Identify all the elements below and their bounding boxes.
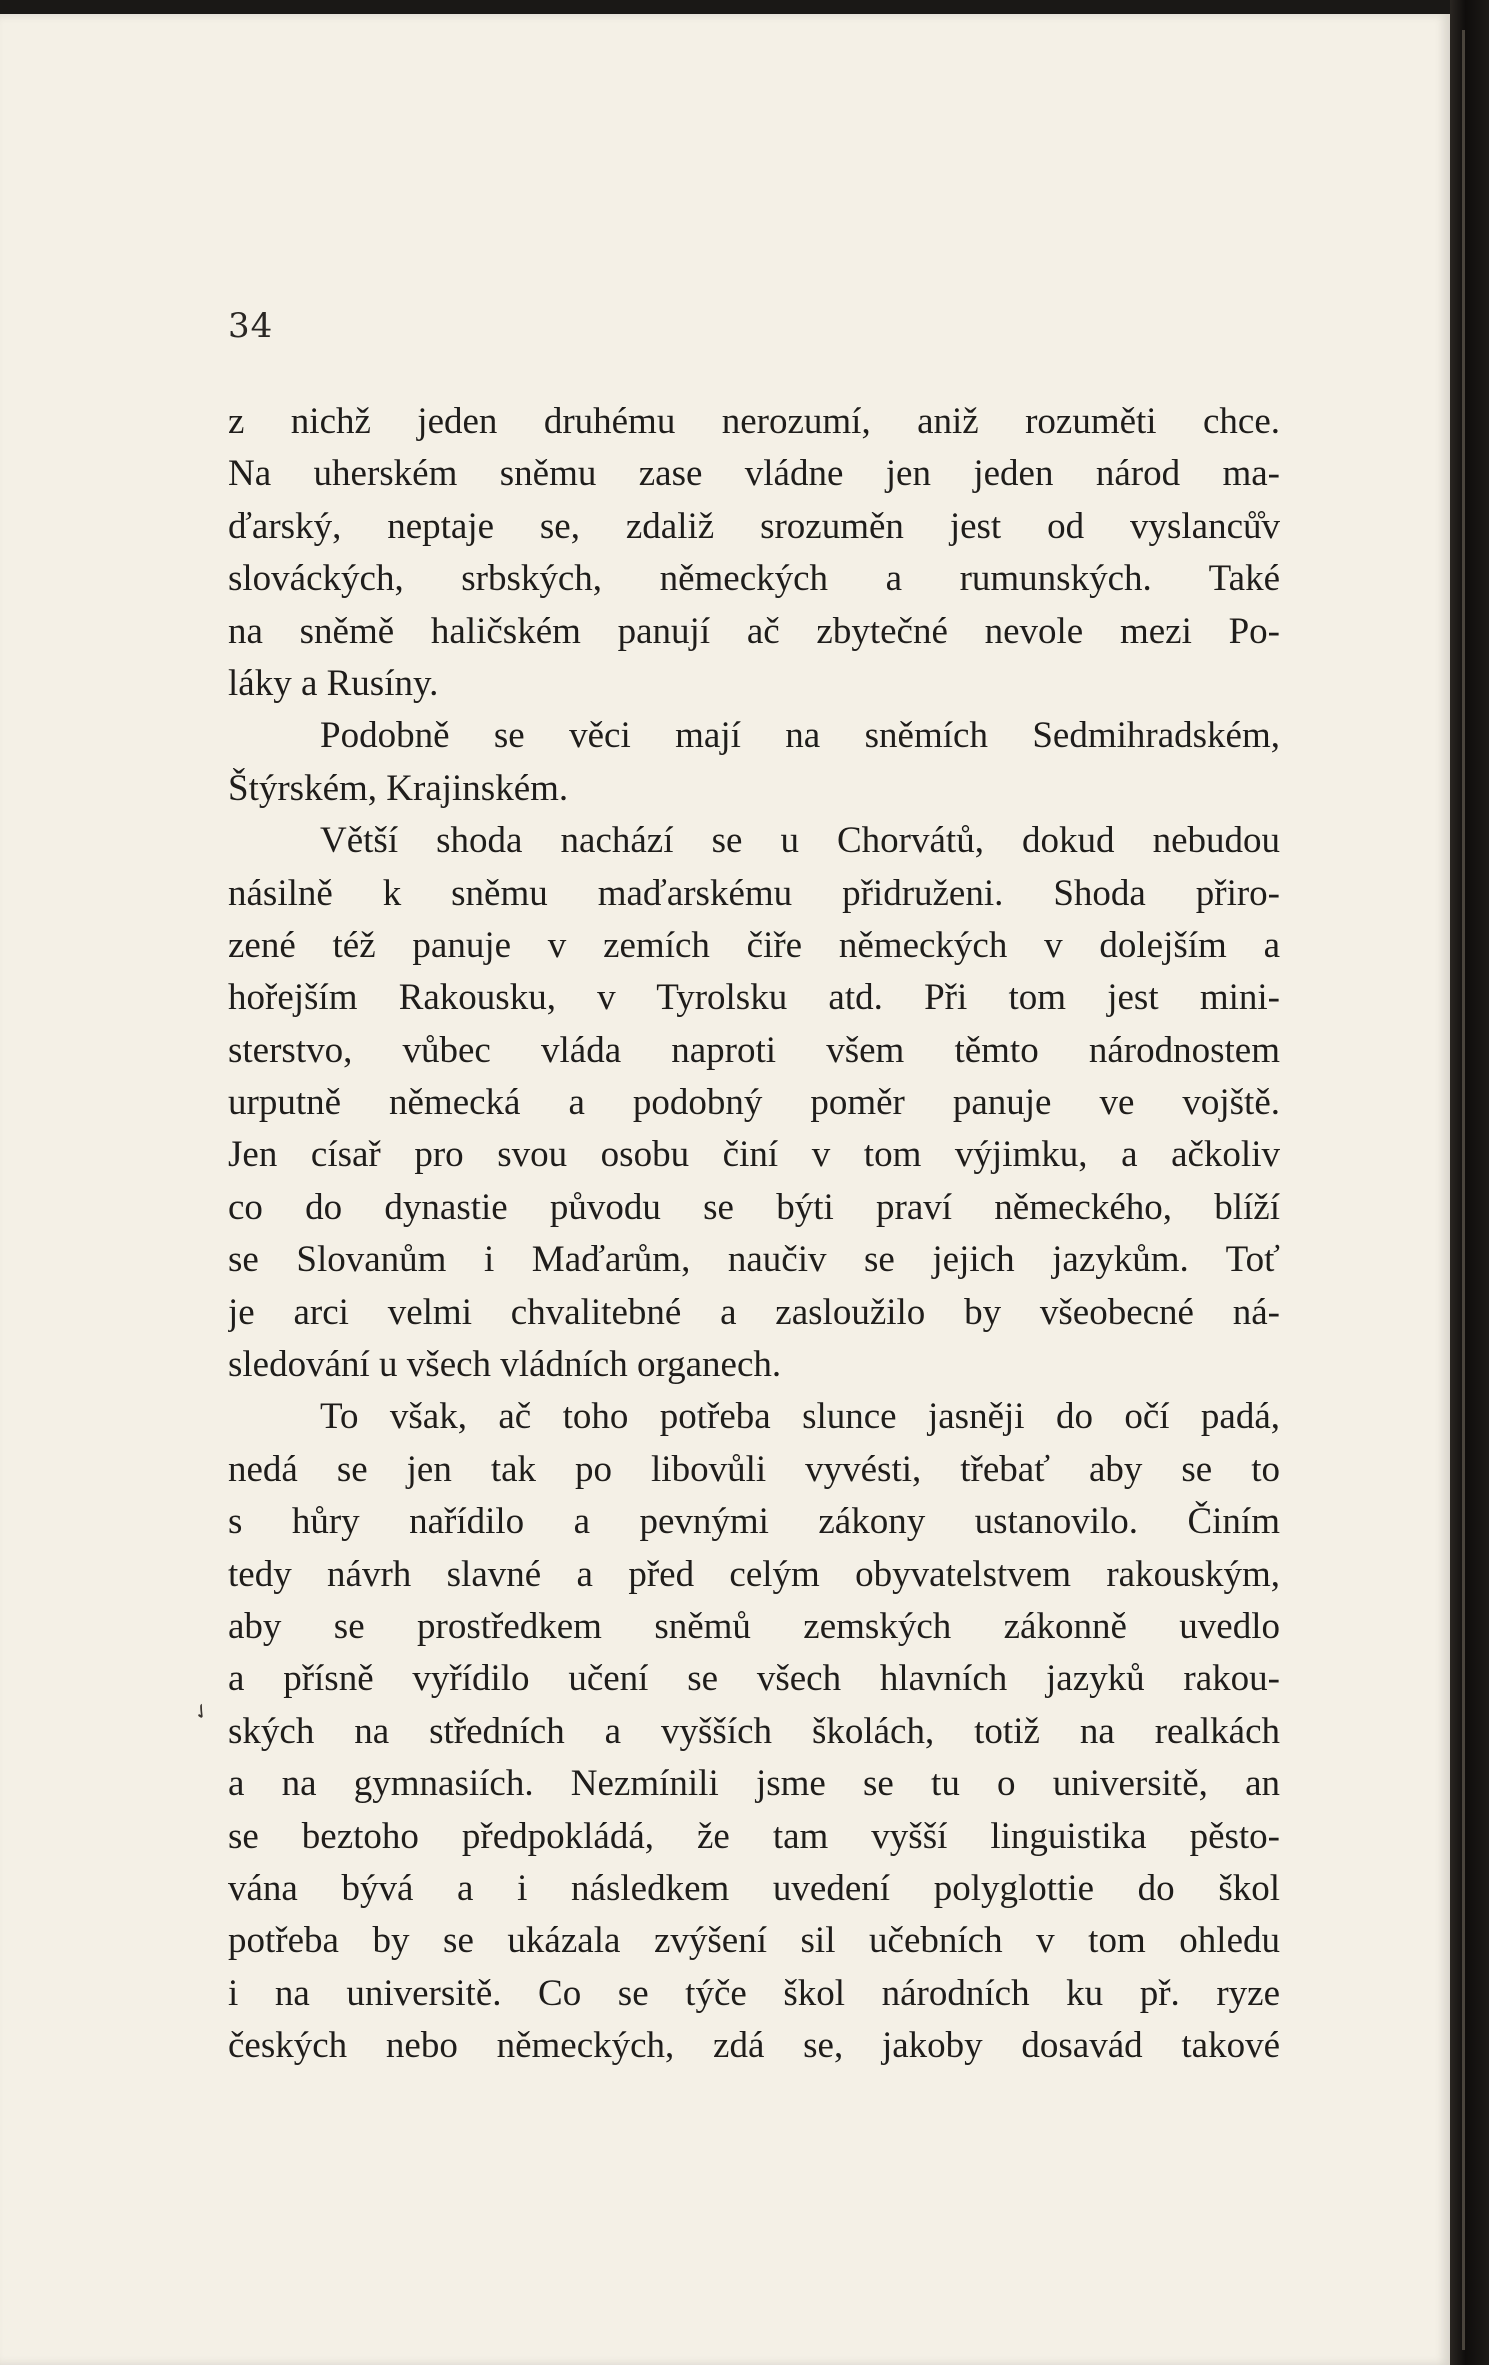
- text-line: urputně německá a podobný poměr panuje ve vojště.: [228, 1082, 1280, 1124]
- text-line: tedy návrh slavné a před celým obyvatelstvem rakouským,: [228, 1553, 1280, 1595]
- text-line: Štýrském, Krajinském.: [228, 767, 569, 809]
- margin-pencil-mark: ✓: [187, 1696, 216, 1726]
- text-line: láky a Rusíny.: [228, 662, 439, 704]
- text-line: na sněmě haličském panují ač zbytečné nevole mezi Po-: [228, 610, 1280, 652]
- book-edge: [1450, 0, 1489, 2365]
- text-line: Větší shoda nachází se u Chorvátů, dokud nebudou: [320, 820, 1280, 862]
- text-line: a přísně vyřídilo učení se všech hlavních jazyků rakou-: [228, 1658, 1280, 1700]
- text-line: co do dynastie původu se býti praví německého, blíží: [228, 1186, 1280, 1228]
- text-line: Na uherském sněmu zase vládne jen jeden národ ma-: [228, 453, 1280, 495]
- text-line: hořejším Rakousku, v Tyrolsku atd. Při tom jest mini-: [228, 977, 1280, 1019]
- text-line: násilně k sněmu maďarskému přidruženi. Shoda přiro-: [228, 872, 1280, 914]
- text-line: vána bývá a i následkem uvedení polyglottie do škol: [228, 1867, 1280, 1909]
- text-line: zené též panuje v zemích čiře německých v dolejším a: [228, 924, 1280, 966]
- text-line: ďarský, neptaje se, zdaliž srozuměn jest od vyslanců̊v: [228, 505, 1280, 547]
- text-line: Jen císař pro svou osobu činí v tom výjimku, a ačkoliv: [228, 1134, 1280, 1176]
- text-line: To však, ač toho potřeba slunce jasněji do očí padá,: [320, 1396, 1280, 1438]
- text-line: ských na středních a vyšších školách, totiž na realkách: [228, 1710, 1280, 1752]
- text-line: s hůry nařídilo a pevnými zákony ustanovilo. Činím: [228, 1501, 1280, 1543]
- text-line: sledování u všech vládních organech.: [228, 1344, 782, 1386]
- text-line: potřeba by se ukázala zvýšení sil učebních v tom ohledu: [228, 1920, 1280, 1962]
- text-line: se Slovanům i Maďarům, naučiv se jejich jazykům. Toť: [228, 1239, 1280, 1281]
- book-edge-line: [1462, 30, 1465, 2350]
- text-line: a na gymnasiích. Nezmínili jsme se tu o universitě, an: [228, 1763, 1280, 1805]
- text-line: se beztoho předpokládá, že tam vyšší linguistika pěsto-: [228, 1815, 1280, 1857]
- text-line: je arci velmi chvalitebné a zasloužilo by všeobecné ná-: [228, 1291, 1280, 1333]
- text-line: nedá se jen tak po libovůli vyvésti, třebať aby se to: [228, 1448, 1280, 1490]
- text-line: Podobně se věci mají na sněmích Sedmihradském,: [320, 715, 1280, 757]
- text-line: sterstvo, vůbec vláda naproti všem těmto národnostem: [228, 1029, 1280, 1071]
- text-line: aby se prostředkem sněmů zemských zákonně uvedlo: [228, 1605, 1280, 1647]
- page-number: 34: [228, 306, 274, 346]
- book-page: [0, 14, 1450, 2365]
- text-line: i na universitě. Co se týče škol národních ku př. ryze: [228, 1972, 1280, 2014]
- body-text: [228, 396, 1280, 2073]
- text-line: slováckých, srbských, německých a rumunských. Také: [228, 558, 1280, 600]
- text-line: z nichž jeden druhému nerozumí, aniž rozuměti chce.: [228, 401, 1280, 442]
- text-line: českých nebo německých, zdá se, jakoby dosavád takové: [228, 2025, 1280, 2067]
